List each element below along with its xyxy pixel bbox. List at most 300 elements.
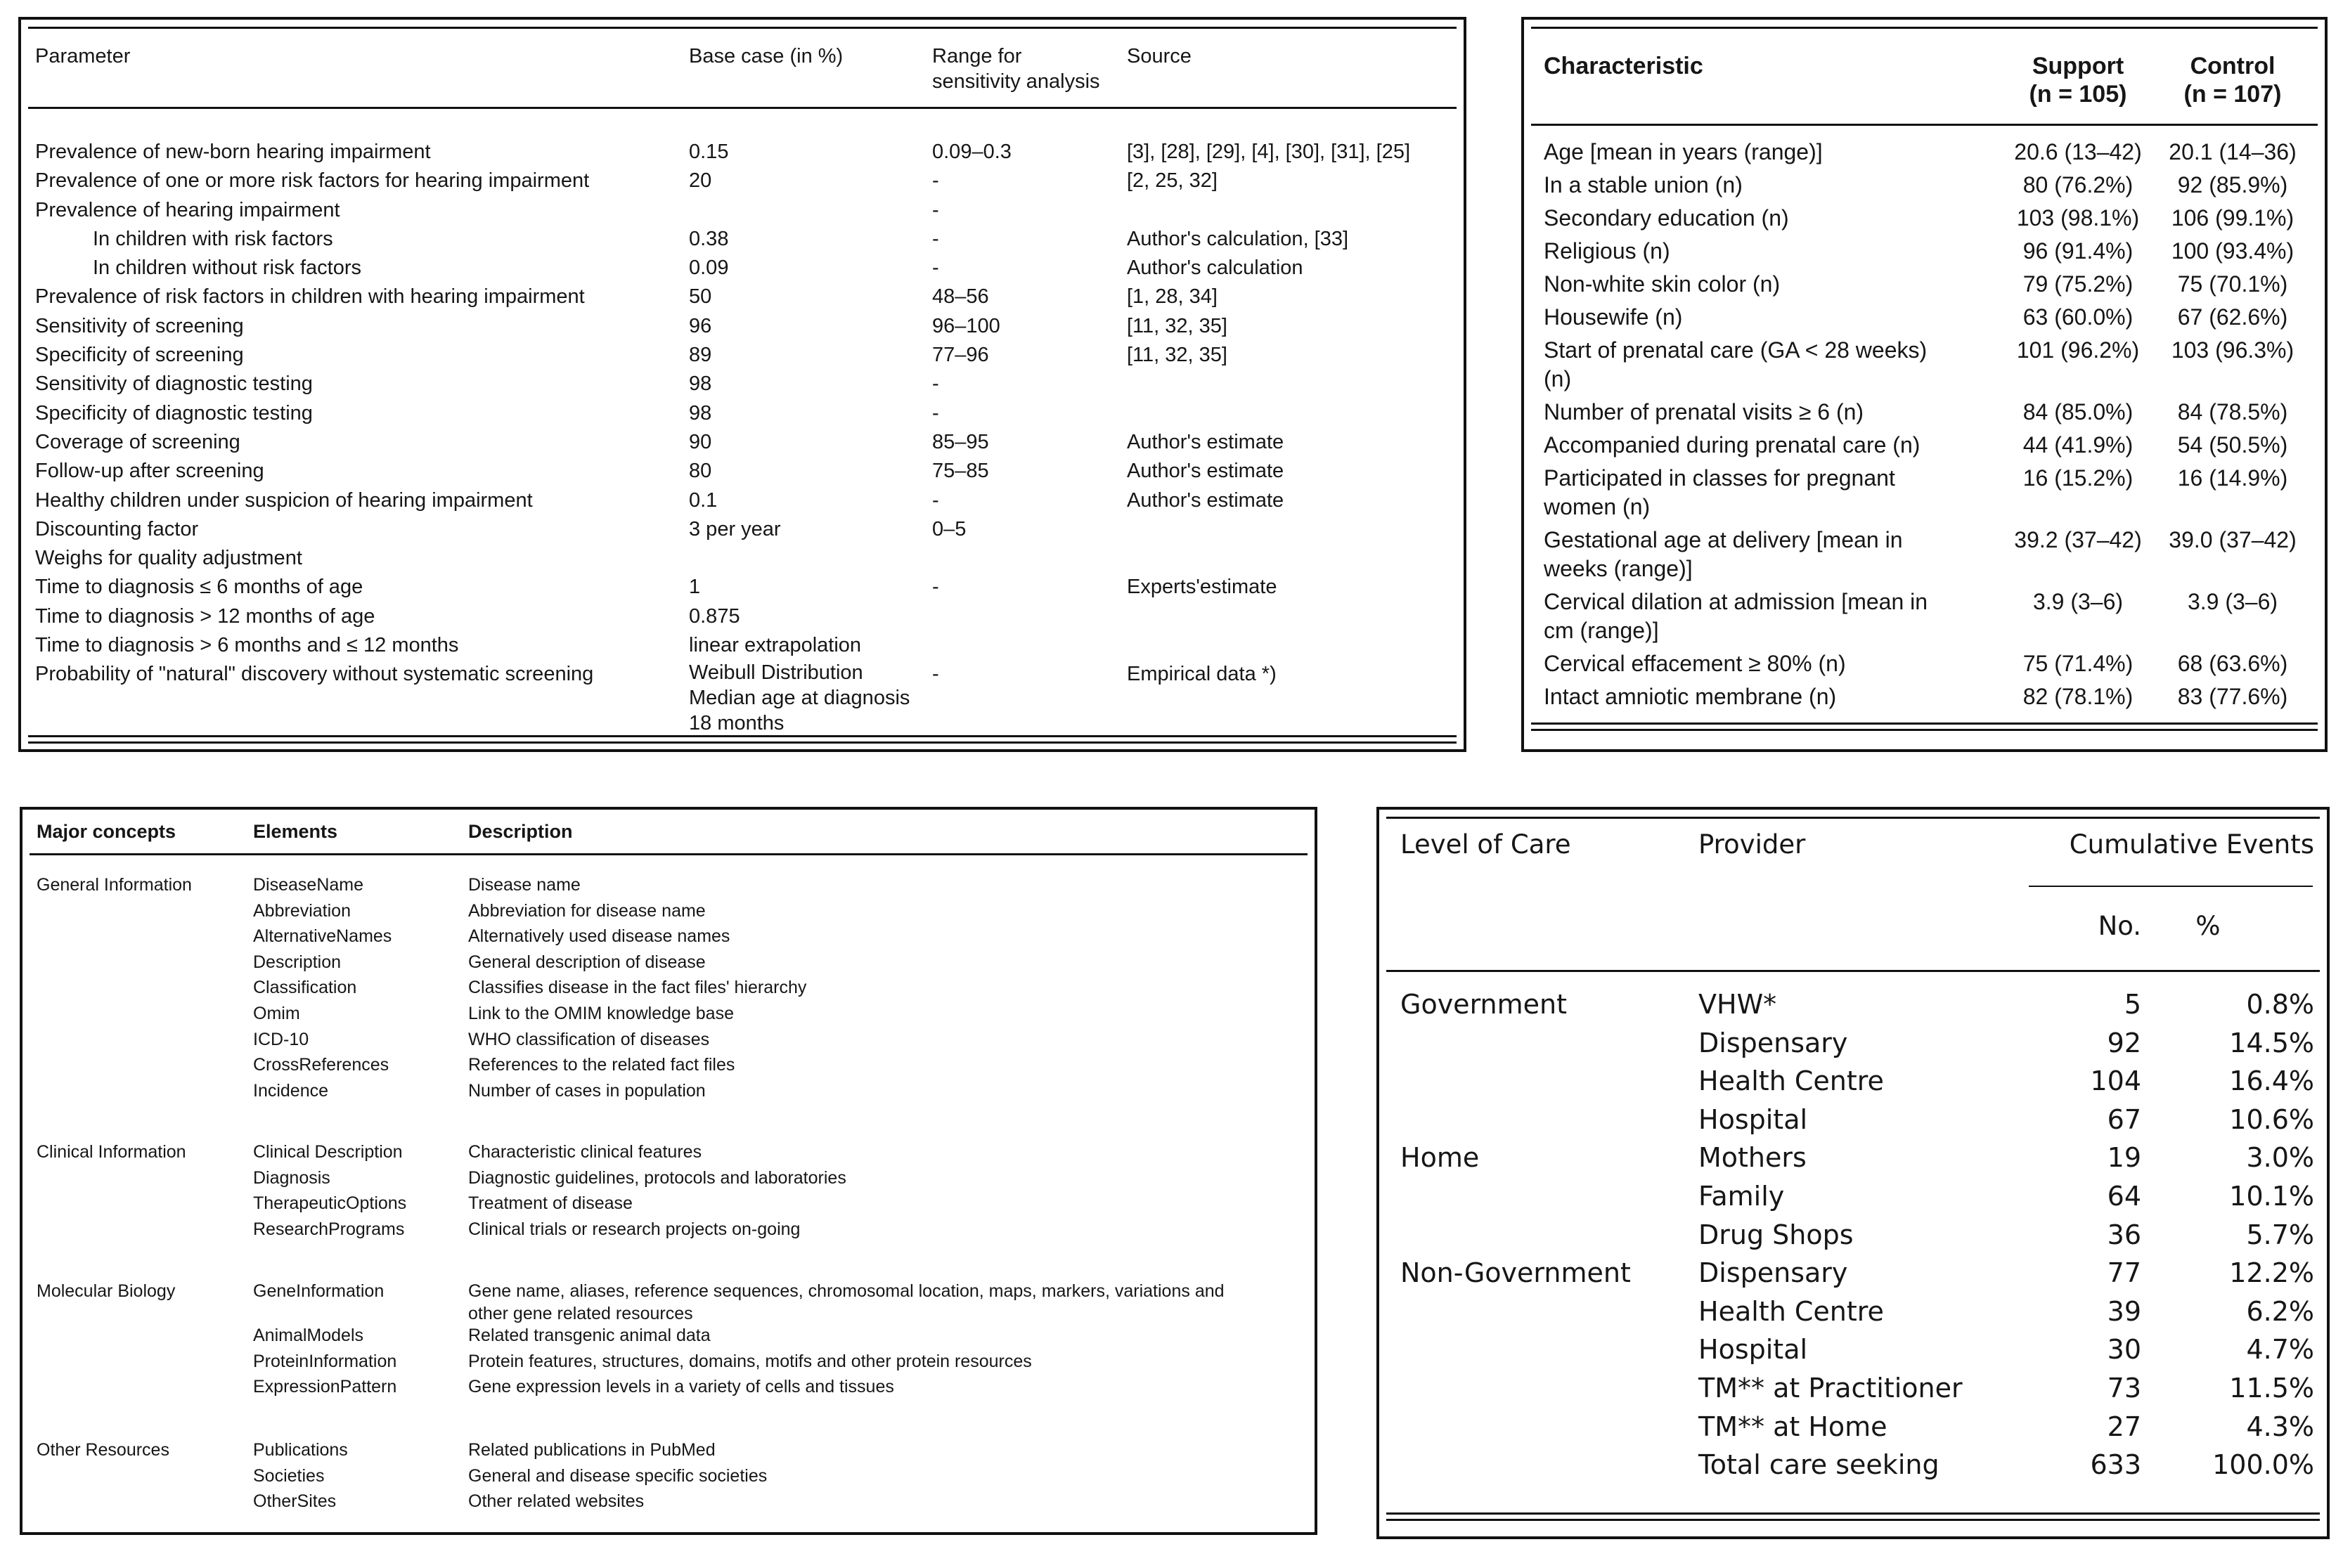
cell-description: Related publications in PubMed bbox=[468, 1440, 716, 1460]
header-control-label: Control bbox=[2190, 53, 2276, 79]
cell-base bbox=[689, 196, 932, 225]
cell-description: Clinical trials or research projects on-going bbox=[468, 1219, 801, 1239]
cell-range bbox=[932, 631, 1127, 660]
cell-pct: 16.4% bbox=[2229, 1065, 2314, 1097]
cell-support: 3.9 (3–6) bbox=[2032, 589, 2124, 614]
cell-source: Experts'estimate bbox=[1127, 576, 1277, 599]
cell-support: 79 (75.2%) bbox=[2022, 271, 2134, 297]
cell-parameter: Sensitivity of diagnostic testing bbox=[35, 372, 313, 396]
cell-provider: Drug Shops bbox=[1698, 1219, 1854, 1250]
table-row bbox=[1400, 1216, 2314, 1255]
cell-source: Author's calculation bbox=[1127, 257, 1303, 280]
cell-description-line: other gene related resources bbox=[468, 1304, 693, 1323]
cell-level bbox=[1400, 1446, 1698, 1484]
cell-no: 633 bbox=[2090, 1449, 2141, 1481]
cell-description: Treatment of disease bbox=[468, 1193, 633, 1214]
header-source: Source bbox=[1127, 45, 1192, 67]
cell-no: 67 bbox=[2107, 1103, 2141, 1135]
table-row bbox=[37, 1464, 1302, 1490]
cell-level bbox=[1400, 1062, 1698, 1101]
cell-label-line: Gestational age at delivery [mean in bbox=[1544, 527, 1903, 552]
cell-control: 16 (14.9%) bbox=[2177, 465, 2288, 491]
header-support-label: Support bbox=[2032, 53, 2124, 79]
cell-level bbox=[1400, 1369, 1698, 1408]
cell-base bbox=[689, 660, 932, 736]
cell-source: [1, 28, 34] bbox=[1127, 285, 1218, 309]
cell-parameter: Prevalence of new-born hearing impairment bbox=[35, 141, 431, 163]
table-row bbox=[1400, 1254, 2314, 1292]
cell-level bbox=[1400, 1101, 1698, 1139]
cell-description: Disease name bbox=[468, 875, 581, 895]
cell-element: Omim bbox=[253, 1003, 300, 1023]
table-row bbox=[1544, 588, 2310, 649]
table-row bbox=[1400, 1024, 2314, 1063]
header-support-n: (n = 105) bbox=[2029, 81, 2127, 108]
table-row bbox=[37, 1191, 1302, 1217]
cell-label: Intact amniotic membrane (n) bbox=[1544, 684, 1837, 709]
cell-control: 84 (78.5%) bbox=[2177, 399, 2288, 425]
cell-provider: TM** at Practitioner bbox=[1698, 1372, 1963, 1404]
header-support bbox=[2001, 52, 2155, 108]
cell-support: 63 (60.0%) bbox=[2022, 304, 2134, 330]
cell-pct: 4.7% bbox=[2246, 1334, 2314, 1366]
cell-parameter: In children without risk factors bbox=[93, 257, 361, 280]
cell-base: 96 bbox=[689, 314, 712, 337]
header-pct: % bbox=[2195, 911, 2221, 941]
cell-concept: Clinical Information bbox=[37, 1142, 186, 1162]
cell-element: Incidence bbox=[253, 1080, 329, 1101]
cell-parameter: In children with risk factors bbox=[93, 227, 333, 250]
cell-no: 19 bbox=[2107, 1142, 2141, 1174]
table-row bbox=[37, 1002, 1302, 1028]
table-row bbox=[35, 370, 1455, 399]
cell-base: 20 bbox=[689, 169, 712, 193]
concepts-group-molecular bbox=[37, 1279, 1302, 1401]
cell-source bbox=[1127, 602, 1455, 631]
cell-base: 0.38 bbox=[689, 227, 729, 250]
cell-support: 44 (41.9%) bbox=[2022, 432, 2134, 458]
cell-source bbox=[1127, 515, 1455, 544]
cell-label: Accompanied during prenatal care (n) bbox=[1544, 432, 1921, 458]
table-row bbox=[35, 660, 1455, 736]
cell-control: 68 (63.6%) bbox=[2177, 651, 2288, 676]
cell-control: 92 (85.9%) bbox=[2177, 172, 2288, 197]
cell-support: 20.6 (13–42) bbox=[2014, 139, 2142, 164]
cell-parameter: Time to diagnosis ≤ 6 months of age bbox=[35, 576, 363, 599]
cell-level: Home bbox=[1400, 1142, 1480, 1174]
cell-element: AnimalModels bbox=[253, 1326, 364, 1345]
cell-pct: 12.2% bbox=[2229, 1257, 2314, 1289]
cell-base bbox=[689, 544, 932, 573]
cell-control: 67 (62.6%) bbox=[2177, 304, 2288, 330]
cell-provider: Dispensary bbox=[1698, 1027, 1848, 1058]
cell-source bbox=[1127, 544, 1455, 573]
cell-source: Empirical data *) bbox=[1127, 663, 1277, 686]
cell-no: 39 bbox=[2107, 1295, 2141, 1327]
cell-pct: 10.1% bbox=[2229, 1180, 2314, 1212]
cell-element: Publications bbox=[253, 1440, 348, 1460]
parameters-table bbox=[35, 138, 1455, 736]
top-rule bbox=[28, 27, 1457, 29]
table-row bbox=[1544, 526, 2310, 588]
cell-no: 104 bbox=[2090, 1065, 2141, 1097]
cumulative-rule bbox=[2029, 886, 2313, 887]
cell-source: Author's estimate bbox=[1127, 430, 1284, 453]
table-row bbox=[1400, 1369, 2314, 1408]
table-row bbox=[35, 341, 1455, 370]
cell-source: [3], [28], [29], [4], [30], [31], [25] bbox=[1127, 141, 1411, 163]
table-row bbox=[1400, 1408, 2314, 1446]
cell-label: Non-white skin color (n) bbox=[1544, 271, 1781, 297]
cell-description bbox=[468, 1279, 1302, 1323]
table-row bbox=[35, 486, 1455, 515]
cell-base: 50 bbox=[689, 285, 712, 309]
cell-range: - bbox=[932, 401, 939, 425]
table-row bbox=[35, 283, 1455, 311]
table-row bbox=[35, 167, 1455, 195]
cell-provider: Health Centre bbox=[1698, 1065, 1884, 1097]
table-row bbox=[1544, 204, 2310, 237]
cell-support: 96 (91.4%) bbox=[2022, 238, 2134, 264]
cell-parameter: Specificity of screening bbox=[35, 344, 244, 367]
cell-label: Number of prenatal visits ≥ 6 (n) bbox=[1544, 399, 1864, 425]
characteristics-table bbox=[1544, 138, 2310, 715]
header-range-line1: Range for bbox=[932, 45, 1022, 67]
cell-range bbox=[932, 544, 1127, 573]
table-row bbox=[35, 602, 1455, 631]
table-row bbox=[1400, 1139, 2314, 1177]
cell-element: Classification bbox=[253, 978, 357, 998]
cell-element: OtherSites bbox=[253, 1491, 337, 1512]
cell-no: 64 bbox=[2107, 1180, 2141, 1212]
cell-source bbox=[1127, 196, 1455, 225]
table-row bbox=[35, 399, 1455, 428]
cell-description: Gene expression levels in a variety of cells and tissues bbox=[468, 1377, 894, 1397]
cell-pct: 10.6% bbox=[2229, 1103, 2314, 1135]
cell-label bbox=[1544, 526, 2001, 588]
cell-level bbox=[1400, 1177, 1698, 1216]
table-row bbox=[37, 976, 1302, 1002]
table-row bbox=[35, 428, 1455, 457]
cell-support: 103 (98.1%) bbox=[2016, 205, 2140, 231]
cell-description: Protein features, structures, domains, motifs and other protein resources bbox=[468, 1351, 1032, 1371]
cell-parameter: Healthy children under suspicion of hearing impairment bbox=[35, 488, 533, 512]
cell-control: 54 (50.5%) bbox=[2177, 432, 2288, 458]
cell-base-line: 18 months bbox=[689, 712, 785, 735]
table-row bbox=[37, 1279, 1302, 1323]
cell-range: 85–95 bbox=[932, 430, 989, 453]
cell-element: Societies bbox=[253, 1465, 325, 1486]
header-level: Level of Care bbox=[1400, 829, 1571, 860]
cell-parameter: Specificity of diagnostic testing bbox=[35, 401, 313, 425]
concepts-group-general bbox=[37, 873, 1302, 1104]
cell-element: AlternativeNames bbox=[253, 926, 392, 947]
concepts-group-clinical bbox=[37, 1140, 1302, 1243]
cell-range: - bbox=[932, 227, 939, 250]
cell-element: TherapeuticOptions bbox=[253, 1193, 407, 1214]
table-row bbox=[37, 924, 1302, 950]
cell-element: Abbreviation bbox=[253, 900, 351, 921]
header-rule bbox=[30, 853, 1308, 855]
cell-range: - bbox=[932, 169, 939, 193]
cell-source bbox=[1127, 631, 1455, 660]
table-row bbox=[37, 950, 1302, 976]
cell-support: 84 (85.0%) bbox=[2022, 399, 2134, 425]
cell-parameter: Follow-up after screening bbox=[35, 460, 264, 483]
cell-base: 80 bbox=[689, 460, 712, 483]
cell-element: ProteinInformation bbox=[253, 1351, 397, 1371]
cell-source: [11, 32, 35] bbox=[1127, 314, 1227, 337]
table-row bbox=[37, 1053, 1302, 1079]
cell-concept: Other Resources bbox=[37, 1440, 169, 1460]
cell-base: 3 per year bbox=[689, 517, 781, 540]
table-row bbox=[37, 1323, 1302, 1349]
cell-level bbox=[1400, 1024, 1698, 1063]
cell-source: Author's calculation, [33] bbox=[1127, 227, 1349, 250]
header-no: No. bbox=[2098, 911, 2141, 941]
cell-base: linear extrapolation bbox=[689, 634, 862, 657]
cell-pct: 100.0% bbox=[2212, 1449, 2314, 1481]
table-row bbox=[1400, 985, 2314, 1024]
cell-pct: 5.7% bbox=[2246, 1219, 2314, 1250]
cell-description: General description of disease bbox=[468, 952, 706, 972]
table-row bbox=[1544, 431, 2310, 464]
cell-description: Classifies disease in the fact files' hierarchy bbox=[468, 978, 807, 998]
cell-parameter: Sensitivity of screening bbox=[35, 314, 244, 337]
cell-base: 98 bbox=[689, 401, 712, 425]
cell-description: Other related websites bbox=[468, 1491, 645, 1512]
cell-pct: 14.5% bbox=[2229, 1027, 2314, 1058]
cell-base: 90 bbox=[689, 430, 712, 453]
cell-pct: 0.8% bbox=[2246, 989, 2314, 1020]
cell-base-line: Weibull Distribution bbox=[689, 661, 863, 685]
table-row bbox=[1544, 398, 2310, 431]
table-row bbox=[37, 1349, 1302, 1375]
cell-parameter: Prevalence of one or more risk factors for hearing impairment bbox=[35, 169, 590, 193]
cell-support: 101 (96.2%) bbox=[2016, 337, 2140, 363]
table-row bbox=[37, 1166, 1302, 1192]
cell-base: 0.875 bbox=[689, 604, 740, 628]
cell-label-line: Cervical dilation at admission [mean in bbox=[1544, 589, 1928, 614]
cell-range: 0.09–0.3 bbox=[932, 141, 1012, 163]
table-row bbox=[1400, 1177, 2314, 1216]
table-row bbox=[1544, 682, 2310, 715]
header-range bbox=[932, 44, 1100, 94]
cell-label-line: Start of prenatal care (GA < 28 weeks) bbox=[1544, 337, 1928, 363]
table-row bbox=[35, 138, 1455, 167]
cell-label: Age [mean in years (range)] bbox=[1544, 139, 1823, 164]
cell-parameter: Prevalence of risk factors in children with hearing impairment bbox=[35, 285, 585, 309]
cell-control: 106 (99.1%) bbox=[2171, 205, 2294, 231]
cell-base: 0.09 bbox=[689, 257, 729, 280]
table-row bbox=[1400, 1292, 2314, 1331]
table-row bbox=[1544, 138, 2310, 171]
cell-source: [11, 32, 35] bbox=[1127, 344, 1227, 367]
table-row bbox=[35, 573, 1455, 602]
header-rule bbox=[1386, 970, 2320, 972]
header-base-case: Base case (in %) bbox=[689, 45, 844, 67]
table-row bbox=[35, 457, 1455, 486]
cell-element: ResearchPrograms bbox=[253, 1219, 405, 1239]
cell-range: 75–85 bbox=[932, 460, 989, 483]
table-row bbox=[37, 1217, 1302, 1243]
table-row bbox=[1544, 464, 2310, 526]
cell-range: - bbox=[932, 257, 939, 280]
cell-label: Cervical effacement ≥ 80% (n) bbox=[1544, 651, 1846, 676]
table-row bbox=[37, 1079, 1302, 1105]
cell-level bbox=[1400, 1216, 1698, 1255]
cell-parameter: Time to diagnosis > 6 months and ≤ 12 months bbox=[35, 634, 459, 657]
cell-base: 1 bbox=[689, 576, 701, 599]
bottom-rule bbox=[1386, 1512, 2320, 1521]
table-row bbox=[1544, 649, 2310, 682]
cell-parameter: Weighs for quality adjustment bbox=[35, 547, 302, 570]
cell-no: 30 bbox=[2107, 1334, 2141, 1366]
bottom-rule bbox=[28, 735, 1457, 744]
cell-element: ExpressionPattern bbox=[253, 1377, 397, 1397]
table-row bbox=[1544, 171, 2310, 204]
table-row bbox=[35, 515, 1455, 544]
care-table-panel bbox=[1376, 807, 2330, 1539]
cell-no: 5 bbox=[2124, 989, 2141, 1020]
cell-level: Government bbox=[1400, 989, 1567, 1020]
cell-control: 103 (96.3%) bbox=[2171, 337, 2294, 363]
cell-source: [2, 25, 32] bbox=[1127, 169, 1218, 193]
cell-support: 82 (78.1%) bbox=[2022, 684, 2134, 709]
cell-label: Housewife (n) bbox=[1544, 304, 1683, 330]
top-rule bbox=[1386, 817, 2320, 819]
cell-label-line: cm (range)] bbox=[1544, 618, 1659, 643]
cell-provider: Hospital bbox=[1698, 1334, 1808, 1366]
cell-label bbox=[1544, 588, 2001, 649]
cell-element: Description bbox=[253, 952, 342, 972]
table-row bbox=[1544, 336, 2310, 398]
table-row bbox=[1400, 1062, 2314, 1101]
table-row bbox=[37, 899, 1302, 925]
cell-label-line: Participated in classes for pregnant bbox=[1544, 465, 1895, 491]
cell-element: GeneInformation bbox=[253, 1281, 385, 1301]
cell-range: - bbox=[932, 663, 939, 686]
header-provider: Provider bbox=[1698, 829, 1806, 860]
cell-pct: 4.3% bbox=[2246, 1411, 2314, 1442]
table-row bbox=[1400, 1101, 2314, 1139]
cell-range: 0–5 bbox=[932, 517, 967, 540]
cell-concept: General Information bbox=[37, 875, 192, 895]
cell-label: Religious (n) bbox=[1544, 238, 1670, 264]
concepts-group-other bbox=[37, 1438, 1302, 1515]
cell-element: Diagnosis bbox=[253, 1167, 330, 1188]
cell-description: Related transgenic animal data bbox=[468, 1326, 711, 1345]
cell-base: 98 bbox=[689, 372, 712, 396]
table-row bbox=[1400, 1446, 2314, 1484]
cell-element: Clinical Description bbox=[253, 1142, 403, 1162]
header-elements: Elements bbox=[253, 821, 338, 842]
cell-label: In a stable union (n) bbox=[1544, 172, 1743, 197]
cell-range: - bbox=[932, 576, 939, 599]
cell-provider: Health Centre bbox=[1698, 1295, 1884, 1327]
table-row bbox=[35, 196, 1455, 225]
cell-range: 48–56 bbox=[932, 285, 989, 309]
header-control-n: (n = 107) bbox=[2183, 81, 2282, 108]
cell-no: 92 bbox=[2107, 1027, 2141, 1058]
cell-support: 39.2 (37–42) bbox=[2014, 527, 2142, 552]
cell-concept: Molecular Biology bbox=[37, 1281, 176, 1301]
table-row bbox=[37, 1438, 1302, 1464]
cell-description: Diagnostic guidelines, protocols and laboratories bbox=[468, 1167, 846, 1188]
cell-support: 75 (71.4%) bbox=[2022, 651, 2134, 676]
cell-element: ICD-10 bbox=[253, 1029, 309, 1049]
header-description: Description bbox=[468, 821, 573, 842]
cell-element: CrossReferences bbox=[253, 1055, 389, 1075]
characteristics-table-panel bbox=[1521, 17, 2328, 752]
cell-control: 83 (77.6%) bbox=[2177, 684, 2288, 709]
cell-range: - bbox=[932, 372, 939, 396]
table-row bbox=[1544, 237, 2310, 270]
table-row bbox=[35, 254, 1455, 283]
cell-description: Alternatively used disease names bbox=[468, 926, 730, 947]
table-row bbox=[37, 1140, 1302, 1166]
cell-parameter: Coverage of screening bbox=[35, 430, 240, 453]
cell-source: Author's estimate bbox=[1127, 488, 1284, 512]
table-row bbox=[37, 1375, 1302, 1401]
cell-source bbox=[1127, 399, 1455, 428]
cell-base: 0.15 bbox=[689, 141, 729, 163]
cell-no: 27 bbox=[2107, 1411, 2141, 1442]
cell-parameter: Prevalence of hearing impairment bbox=[35, 198, 340, 221]
cell-base: 89 bbox=[689, 344, 712, 367]
cell-parameter: Time to diagnosis > 12 months of age bbox=[35, 604, 375, 628]
table-row bbox=[37, 873, 1302, 899]
cell-description: WHO classification of diseases bbox=[468, 1029, 710, 1049]
header-cumulative: Cumulative Events bbox=[2069, 829, 2314, 860]
cell-range: - bbox=[932, 488, 939, 512]
care-table bbox=[1400, 985, 2314, 1484]
cell-label bbox=[1544, 336, 2001, 398]
cell-level bbox=[1400, 1330, 1698, 1369]
table-row bbox=[35, 312, 1455, 341]
table-row bbox=[35, 544, 1455, 573]
cell-label bbox=[1544, 464, 2001, 526]
cell-control: 20.1 (14–36) bbox=[2169, 139, 2297, 164]
cell-level: Non-Government bbox=[1400, 1257, 1631, 1289]
cell-provider: Total care seeking bbox=[1698, 1449, 1939, 1481]
cell-range: 77–96 bbox=[932, 344, 989, 367]
cell-provider: TM** at Home bbox=[1698, 1411, 1887, 1442]
cell-description: General and disease specific societies bbox=[468, 1465, 768, 1486]
header-parameter: Parameter bbox=[35, 45, 131, 67]
top-rule bbox=[1531, 27, 2318, 29]
cell-support: 16 (15.2%) bbox=[2022, 465, 2134, 491]
cell-description: Abbreviation for disease name bbox=[468, 900, 706, 921]
header-rule bbox=[1531, 124, 2318, 126]
cell-provider: Mothers bbox=[1698, 1142, 1807, 1174]
cell-parameter: Probability of "natural" discovery without systematic screening bbox=[35, 663, 594, 686]
cell-label-line: (n) bbox=[1544, 366, 1572, 391]
cell-pct: 3.0% bbox=[2246, 1142, 2314, 1174]
table-row bbox=[37, 1028, 1302, 1054]
cell-provider: Dispensary bbox=[1698, 1257, 1848, 1289]
cell-label: Secondary education (n) bbox=[1544, 205, 1789, 231]
concepts-table-panel bbox=[20, 807, 1317, 1535]
cell-no: 73 bbox=[2107, 1372, 2141, 1404]
cell-provider: Hospital bbox=[1698, 1103, 1808, 1135]
table-row bbox=[1544, 270, 2310, 303]
parameters-table-panel bbox=[18, 17, 1466, 752]
cell-no: 77 bbox=[2107, 1257, 2141, 1289]
header-range-line2: sensitivity analysis bbox=[932, 70, 1100, 93]
table-row bbox=[37, 1489, 1302, 1515]
cell-description: Characteristic clinical features bbox=[468, 1142, 702, 1162]
